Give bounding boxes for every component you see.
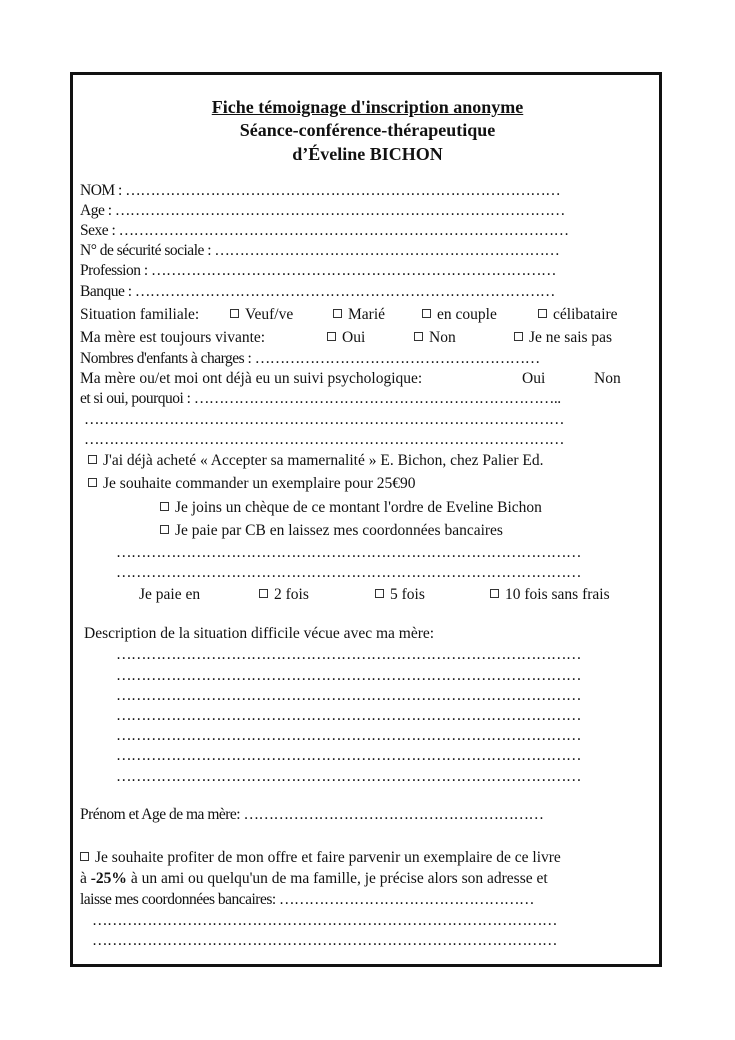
situation-couple[interactable] — [422, 305, 497, 325]
coordonnees-line[interactable]: ………………………………………………………………………………… — [116, 544, 581, 561]
description-label: Description de la situation difficile vécue avec ma mère: — [84, 625, 435, 642]
option-label: Je paie par CB en laissez mes coordonnées bancaires — [175, 522, 503, 539]
checkbox-icon[interactable] — [422, 309, 431, 318]
checkbox-icon[interactable] — [160, 525, 169, 534]
checkbox-icon[interactable] — [259, 589, 268, 598]
situation-celibataire[interactable] — [538, 305, 618, 325]
field-age[interactable]: Age : ……………………………………………………………………………… — [80, 202, 565, 219]
option-cb[interactable] — [160, 521, 503, 541]
option-label: 5 fois — [390, 586, 425, 603]
option-label: en couple — [437, 306, 497, 323]
option-label: Je souhaite commander un exemplaire pour 25€90 — [103, 475, 416, 492]
option-label: célibataire — [553, 306, 618, 323]
adresse-line[interactable]: ………………………………………………………………………………… — [92, 912, 557, 929]
checkbox-icon[interactable] — [88, 455, 97, 464]
offre-text: à un ami ou quelqu'un de ma famille, je précise alors son adresse et — [126, 870, 548, 887]
description-line[interactable]: ………………………………………………………………………………… — [116, 646, 581, 663]
suivi-oui[interactable]: Oui — [522, 370, 546, 387]
pourquoi-line[interactable]: …………………………………………………………………………………… — [84, 431, 564, 448]
suivi-non[interactable]: Non — [594, 370, 621, 387]
description-line[interactable]: ………………………………………………………………………………… — [116, 667, 581, 684]
mere-vivante-non[interactable] — [414, 328, 456, 348]
checkbox-icon[interactable] — [414, 332, 423, 341]
option-label: Marié — [348, 306, 386, 323]
field-pourquoi[interactable]: et si oui, pourquoi : ……………………………………………………………….. — [80, 390, 561, 407]
field-profession[interactable]: Profession : ……………………………………………………………………… — [80, 262, 556, 279]
pourquoi-line[interactable]: …………………………………………………………………………………… — [84, 411, 564, 428]
field-nom[interactable]: NOM : …………………………………………………………………………… — [80, 182, 561, 199]
option-label: J'ai déjà acheté « Accepter sa mamernalité » E. Bichon, chez Palier Ed. — [103, 452, 544, 469]
paiement-label: Je paie en — [139, 586, 201, 603]
suivi-label: Ma mère ou/et moi ont déjà eu un suivi psychologique: — [80, 370, 423, 387]
form-subtitle: Séance-conférence-thérapeutique — [239, 120, 496, 140]
mere-vivante-ne-sais-pas[interactable] — [514, 328, 612, 348]
adresse-line[interactable]: ………………………………………………………………………………… — [92, 932, 557, 949]
mere-vivante-label: Ma mère est toujours vivante: — [80, 329, 266, 346]
discount-text: -25% — [90, 870, 127, 887]
description-line[interactable]: ………………………………………………………………………………… — [116, 687, 581, 704]
option-label: 10 fois sans frais — [505, 586, 610, 603]
paiement-2-fois[interactable] — [259, 585, 309, 605]
option-deja-achete[interactable] — [88, 451, 543, 471]
coordonnees-line[interactable]: ………………………………………………………………………………… — [116, 564, 581, 581]
option-label: Oui — [342, 329, 366, 346]
checkbox-icon[interactable] — [490, 589, 499, 598]
description-line[interactable]: ………………………………………………………………………………… — [116, 707, 581, 724]
option-cheque[interactable] — [160, 498, 542, 518]
situation-marie[interactable] — [333, 305, 385, 325]
option-label: Je ne sais pas — [529, 329, 613, 346]
checkbox-icon[interactable] — [160, 502, 169, 511]
checkbox-icon[interactable] — [327, 332, 336, 341]
checkbox-icon[interactable] — [538, 309, 547, 318]
option-label: 2 fois — [274, 586, 309, 603]
field-sexe[interactable]: Sexe : ……………………………………………………………………………… — [80, 222, 569, 239]
field-banque[interactable]: Banque : ………………………………………………………………………… — [80, 283, 555, 300]
option-label: Veuf/ve — [245, 306, 294, 323]
option-label: Non — [429, 329, 456, 346]
checkbox-icon[interactable] — [375, 589, 384, 598]
field-enfants[interactable]: Nombres d'enfants à charges : ………………………………………………… — [80, 350, 540, 367]
situation-label: Situation familiale: — [80, 306, 200, 323]
offre-line3[interactable]: laisse mes coordonnées bancaires: …………………………………………… — [80, 891, 535, 908]
checkbox-icon[interactable] — [333, 309, 342, 318]
form-author: d’Éveline BICHON — [292, 144, 443, 164]
field-secu[interactable]: N° de sécurité sociale : …………………………………………………………… — [80, 242, 560, 259]
option-offre[interactable] — [80, 848, 561, 868]
checkbox-icon[interactable] — [514, 332, 523, 341]
option-label: Je joins un chèque de ce montant l'ordre de Eveline Bichon — [175, 499, 542, 516]
description-line[interactable]: ………………………………………………………………………………… — [116, 768, 581, 785]
checkbox-icon[interactable] — [88, 478, 97, 487]
offre-line2 — [80, 869, 548, 889]
paiement-10-fois[interactable] — [490, 585, 610, 605]
checkbox-icon[interactable] — [230, 309, 239, 318]
field-prenom-mere[interactable]: Prénom et Age de ma mère: …………………………………………………… — [80, 806, 544, 823]
checkbox-icon[interactable] — [80, 852, 89, 861]
paiement-5-fois[interactable] — [375, 585, 425, 605]
option-commander[interactable] — [88, 474, 416, 494]
situation-veuf[interactable] — [230, 305, 293, 325]
mere-vivante-oui[interactable] — [327, 328, 365, 348]
description-line[interactable]: ………………………………………………………………………………… — [116, 727, 581, 744]
option-label: Je souhaite profiter de mon offre et faire parvenir un exemplaire de ce livre — [95, 849, 561, 866]
form-title: Fiche témoignage d'inscription anonyme — [211, 97, 524, 117]
offre-text: à — [80, 870, 91, 887]
description-line[interactable]: ………………………………………………………………………………… — [116, 747, 581, 764]
